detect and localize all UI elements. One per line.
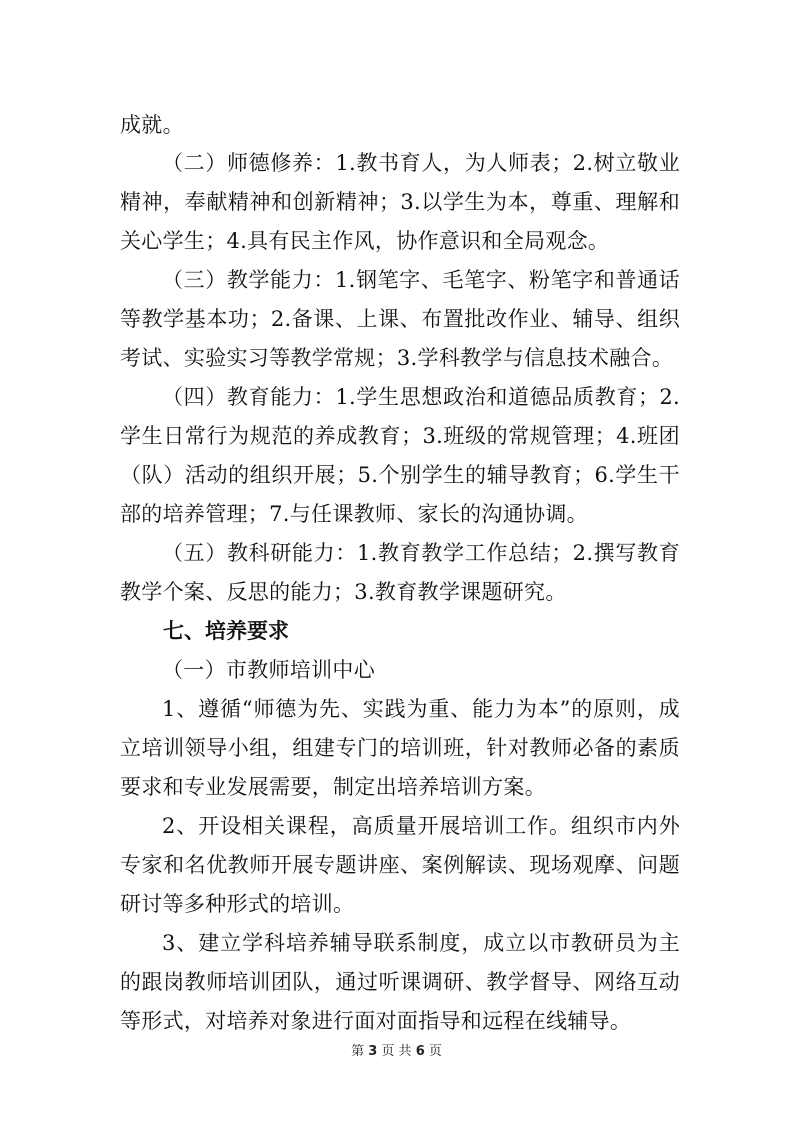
paragraph-teaching-ability: （三）教学能力：1.钢笔字、毛笔字、粉笔字和普通话等教学基本功；2.备课、上课、布置批改作业、辅导、组织考试、实验实习等教学常规；3.学科教学与信息技术融合。: [120, 268, 680, 370]
footer-middle: 页 共: [381, 1044, 412, 1059]
footer-total-pages: 6: [415, 1044, 425, 1059]
footer-prefix: 第: [351, 1044, 365, 1059]
paragraph-education-ability: （四）教育能力：1.学生思想政治和道德品质教育；2.学生日常行为规范的养成教育；3.班级的常规管理；4.班团（队）活动的组织开展；5.个别学生的辅导教育；6.学生干部的培养管理；7.与任课教师、家长的沟通协调。: [120, 385, 680, 526]
paragraph-ethics: （二）师德修养：1.教书育人，为人师表；2.树立敬业精神，奉献精神和创新精神；3.以学生为本，尊重、理解和关心学生；4.具有民主作风，协作意识和全局观念。: [120, 151, 680, 253]
paragraph-item-1: 1、遵循“师德为先、实践为重、能力为本”的原则，成立培训领导小组，组建专门的培训班，针对教师必备的素质要求和专业发展需要，制定出培养培训方案。: [120, 697, 680, 799]
section-heading: 七、培养要求: [163, 619, 289, 643]
paragraph-research-ability: （五）教科研能力：1.教育教学工作总结；2.撰写教育教学个案、反思的能力；3.教育教学课题研究。: [120, 541, 680, 604]
paragraph-continuation: 成就。: [120, 113, 184, 137]
footer-page-number: 3: [368, 1044, 378, 1059]
page-footer: [0, 1040, 793, 1059]
paragraph-item-2: 2、开设相关课程，高质量开展培训工作。组织市内外专家和名优教师开展专题讲座、案例解读、现场观摩、问题研讨等多种形式的培训。: [120, 814, 680, 916]
subsection-heading: （一）市教师培训中心: [162, 658, 375, 682]
footer-suffix: 页: [428, 1044, 442, 1059]
paragraph-item-3: 3、建立学科培养辅导联系制度，成立以市教研员为主的跟岗教师培训团队，通过听课调研、教学督导、网络互动等形式，对培养对象进行面对面指导和远程在线辅导。: [120, 931, 680, 1033]
